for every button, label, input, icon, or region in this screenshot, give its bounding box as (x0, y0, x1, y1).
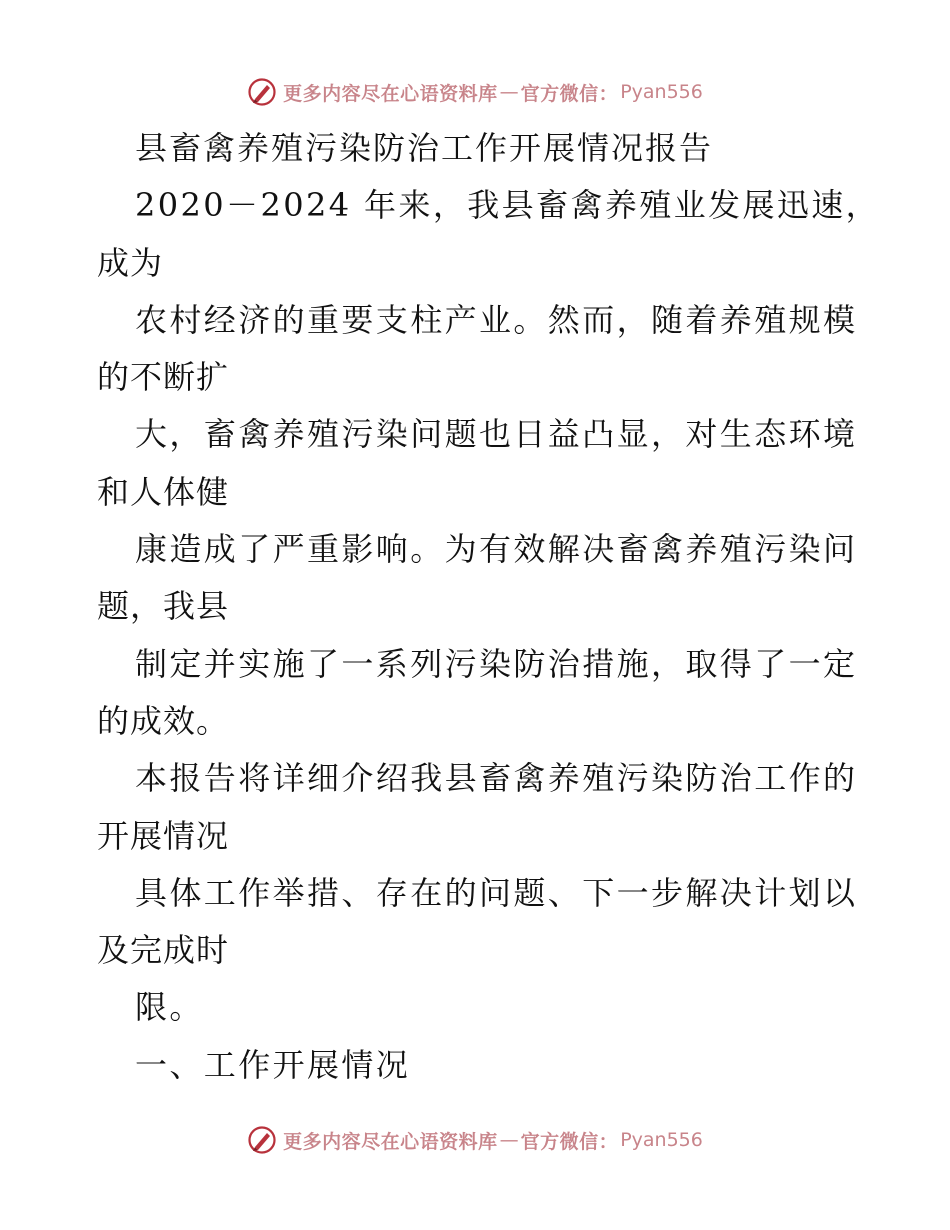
watermark-text: 更多内容尽在心语资料库 (283, 1130, 498, 1153)
wechat-id: Pyan556 (620, 81, 703, 103)
paragraph-line: 限。 (135, 988, 204, 1027)
paragraph-line: 成为 (97, 243, 164, 282)
paragraph-line: 和人体健 (97, 472, 230, 511)
paragraph-line: 大，畜禽养殖污染问题也日益凸显，对生态环境 (135, 415, 858, 454)
wechat-label: 官方微信： (520, 82, 619, 105)
paragraph-line: 的不断扩 (97, 358, 230, 397)
header-watermark (0, 72, 950, 112)
paragraph-line: 2020－2024 年来，我县畜禽养殖业发展迅速， (135, 186, 881, 225)
watermark-separator: — (499, 1129, 519, 1151)
paragraph-line: 本报告将详细介绍我县畜禽养殖污染防治工作的 (135, 759, 858, 798)
paragraph-line: 及完成时 (97, 931, 230, 970)
section-heading: 一、工作开展情况 (135, 1045, 411, 1084)
wechat-label: 官方微信： (520, 1130, 619, 1153)
paragraph-line: 康造成了严重影响。为有效解决畜禽养殖污染问 (135, 530, 858, 569)
document-title: 县畜禽养殖污染防治工作开展情况报告 (135, 129, 714, 167)
wechat-id: Pyan556 (620, 1129, 703, 1151)
paragraph-line: 开展情况 (97, 816, 230, 855)
paragraph-line: 题，我县 (97, 587, 230, 626)
paragraph-line: 农村经济的重要支柱产业。然而，随着养殖规模 (135, 300, 858, 339)
paragraph-line: 的成效。 (97, 701, 230, 740)
pen-logo-icon (247, 1125, 277, 1155)
watermark-text: 更多内容尽在心语资料库 (283, 82, 498, 105)
footer-watermark (0, 1120, 950, 1160)
pen-logo-icon (247, 77, 277, 107)
paragraph-line: 制定并实施了一系列污染防治措施，取得了一定 (135, 644, 858, 683)
document-body (97, 120, 881, 1094)
watermark-separator: — (499, 81, 519, 103)
paragraph-line: 具体工作举措、存在的问题、下一步解决计划以 (135, 873, 858, 912)
